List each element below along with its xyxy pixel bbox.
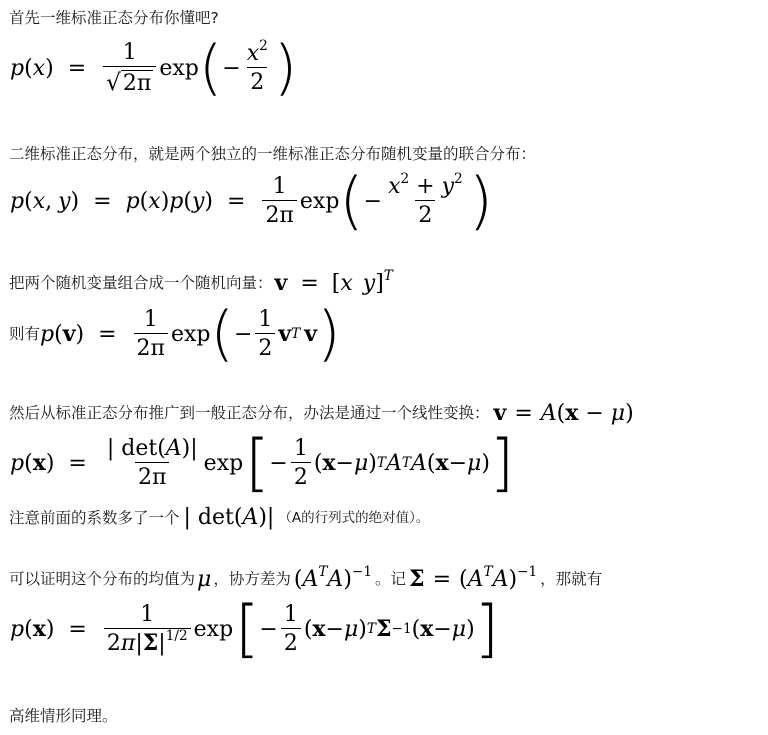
text-high-dim: 高维情形同理。 — [9, 707, 118, 725]
formula-cov: $(A^TA)^{-1}$ — [293, 563, 372, 592]
formula-2d-normal: p ( x , y ) = p ( x ) p ( y ) = $\frac{1}{2\pi}$ exp ( − $\frac{x^2 + y^2}{2}$ ) — [10, 164, 493, 237]
formula-sigma-def: $\Sigma = (A^TA)^{-1}$ — [409, 563, 538, 592]
text-linear-transform: 然后从标准正态分布推广到一般正态分布，办法是通过一个线性变换： — [9, 404, 490, 422]
text-random-vector: 把两个随机变量组合成一个随机向量： — [9, 274, 273, 292]
formula-general-normal-sigma: p ( x ) = $\frac{1}{2\pi|\Sigma|^{1/2}}$ exp [ − $\frac{1}{2}$ ( x − μ ) T Σ −1 ( x − μ ) ] — [10, 592, 499, 665]
text-det-note-prefix: 注意前面的系数多了一个 — [9, 508, 180, 527]
text-cov: ，协方差为 — [213, 570, 291, 588]
formula-general-normal-A: p ( x ) = $\frac{| \det(A)|}{2\pi}$ exp [ − $\frac{1}{2}$ ( x − μ ) T A T A ( x − μ ) ] — [10, 426, 515, 499]
text-2d-intro: 二维标准正态分布，就是两个独立的一维标准正态分布随机变量的联合分布： — [9, 145, 537, 163]
line-det-note — [9, 505, 429, 530]
formula-vector-def: v = [x y]$^T$ — [274, 267, 393, 296]
text-then: 则有 — [9, 325, 41, 343]
formula-mu: μ — [197, 566, 212, 592]
text-then-have: ，那就有 — [540, 570, 603, 588]
text-mean: 可以证明这个分布的均值为 — [9, 570, 196, 588]
line-mean-cov — [9, 563, 603, 592]
formula-1d-normal: p ( x ) = 1 √ 2π exp ( − $\frac{x^2}{2}$ ) — [10, 33, 298, 103]
line-linear-transform — [9, 400, 634, 426]
text-denote: 。记 — [375, 570, 407, 588]
formula-vector-density: p ( v ) = $\frac{1}{2\pi}$ exp ( − $\frac{1}{2}$ v T v ) — [40, 299, 341, 369]
text-1d-intro: 首先一维标准正态分布你懂吧? — [9, 9, 219, 27]
math-p: p — [10, 55, 25, 81]
formula-abs-det: | det(A)| — [183, 505, 275, 530]
text-det-note-suffix: （A的行列式的绝对值）。 — [278, 509, 430, 526]
formula-linear-transform: v = A(x − μ) — [493, 400, 634, 426]
line-random-vector — [9, 267, 393, 296]
line-vector-density — [9, 299, 341, 369]
